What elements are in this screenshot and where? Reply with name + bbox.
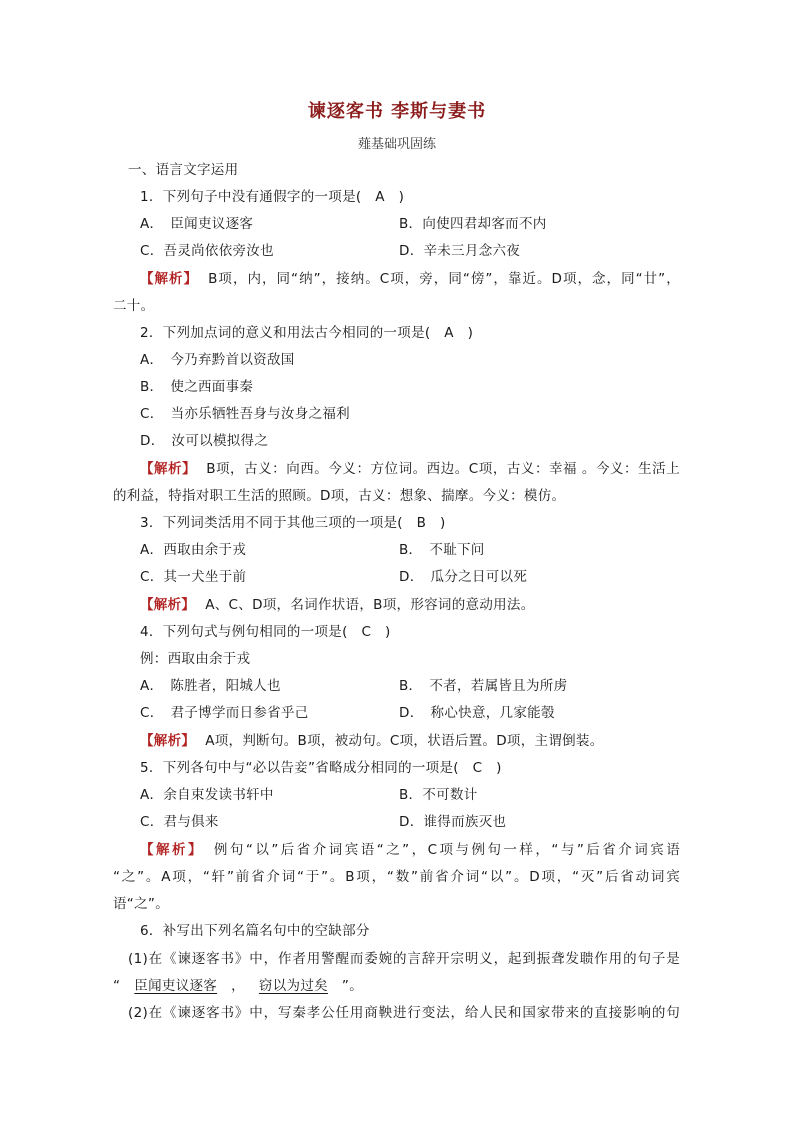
option-a: A． 陈胜者，阳城人也 [140,678,281,694]
option-c: C． 君子博学而日参省乎己 [140,705,309,721]
option-a: A． 今乃弃黔首以资敌国 [140,352,295,368]
option-c: C．其一犬坐于前 [140,569,247,585]
question-6-part-2: (2)在《谏逐客书》中，写秦孝公任用商鞅进行变法，给人民和国家带来的直接影响的句 [128,1005,680,1021]
question-1-explanation: 【解析】 B项，内，同“纳”，接纳。C项，旁，同“傍”，靠近。D项，念，同“廿”， [140,271,680,287]
question-4-stem: 4．下列句式与例句相同的一项是( C ) [140,624,391,640]
option-a: A． 臣闻吏议逐客 [140,216,254,232]
option-b: B．不可数计 [399,787,478,803]
question-5-explanation: 【解析】 例句“以”后省介词宾语“之”，C项与例句一样，“与”后省介词宾语 [140,842,680,858]
blank-answer-1: 臣闻吏议逐客 [134,978,218,994]
question-2-stem: 2．下列加点词的意义和用法古今相同的一项是( A ) [140,325,474,341]
option-c: C．君与俱来 [140,814,219,830]
option-d: D． 汝可以模拟得之 [140,433,269,449]
question-4-example: 例：西取由余于戎 [140,651,251,667]
question-2-explanation-cont: 的利益，特指对职工生活的照顾。D项，古义：想象、揣摩。今义：模仿。 [113,488,566,504]
analysis-tag: 【解析】 [140,461,197,477]
question-4-explanation: 【解析】 A项，判断句。B项，被动句。C项，状语后置。D项，主谓倒装。 [140,733,604,749]
option-b: B．向使四君却客而不内 [399,216,547,232]
analysis-tag: 【解析】 [140,842,204,858]
option-c: C．吾灵尚依依旁汝也 [140,243,274,259]
question-3-options-cd [140,567,528,587]
question-1-stem: 1．下列句子中没有通假字的一项是( A ) [140,189,405,205]
option-b: B． 使之西面事秦 [140,379,254,395]
question-1-options-ab [140,214,547,234]
analysis-tag: 【解析】 [140,733,196,749]
question-3-options-ab [140,540,485,560]
blank-answer-2: 窃以为过矣 [258,978,328,994]
option-d: D． 称心快意，几家能彀 [399,705,555,721]
question-5-stem: 5．下列各句中与“必以告妾”省略成分相同的一项是( C ) [140,760,502,776]
question-5-options-cd [140,812,507,832]
page-subtitle: 薤基础巩固练 [357,137,436,152]
option-b: B． 不耻下问 [399,542,485,558]
analysis-tag: 【解析】 [140,597,196,613]
question-6-part-1-answer: “ 臣闻吏议逐客 ， 窃以为过矣 ”。 [113,978,364,994]
question-6-part-1: (1)在《谏逐客书》中，作者用警醒而委婉的言辞开宗明义，起到振聋发聩作用的句子是 [128,951,680,967]
question-3-explanation: 【解析】 A、C、D项，名词作状语，B项，形容词的意动用法。 [140,597,535,613]
question-3-stem: 3．下列词类活用不同于其他三项的一项是( B ) [140,515,446,531]
analysis-tag: 【解析】 [140,271,199,287]
option-b: B． 不者，若属皆且为所虏 [399,678,568,694]
question-6-stem: 6．补写出下列名篇名句中的空缺部分 [140,923,370,939]
option-a: A．余自束发读书轩中 [140,787,274,803]
question-5-options-ab [140,785,478,805]
option-d: D．谁得而族灭也 [399,814,507,830]
option-c: C． 当亦乐牺牲吾身与汝身之福利 [140,406,350,422]
question-1-explanation-cont: 二十。 [113,298,155,314]
question-2-explanation: 【解析】 B项，古义：向西。今义：方位词。西边。C项，古义：幸福 。今义：生活上 [140,461,680,477]
option-a: A．西取由余于戎 [140,542,247,558]
question-5-explanation-cont-2: 语“之”。 [113,896,169,912]
option-d: D． 瓜分之日可以死 [399,569,528,585]
question-5-explanation-cont: “之”。A项，“轩”前省介词“于”。B项，“数”前省介词“以”。D项，“灭”后省动词宾 [113,869,680,885]
section-heading: 一、语言文字运用 [128,162,239,178]
page-title: 谏逐客书 李斯与妻书 [307,101,487,122]
question-1-options-cd [140,241,521,261]
question-4-options-cd [140,703,555,723]
question-4-options-ab [140,676,568,696]
option-d: D．辛未三月念六夜 [399,243,521,259]
